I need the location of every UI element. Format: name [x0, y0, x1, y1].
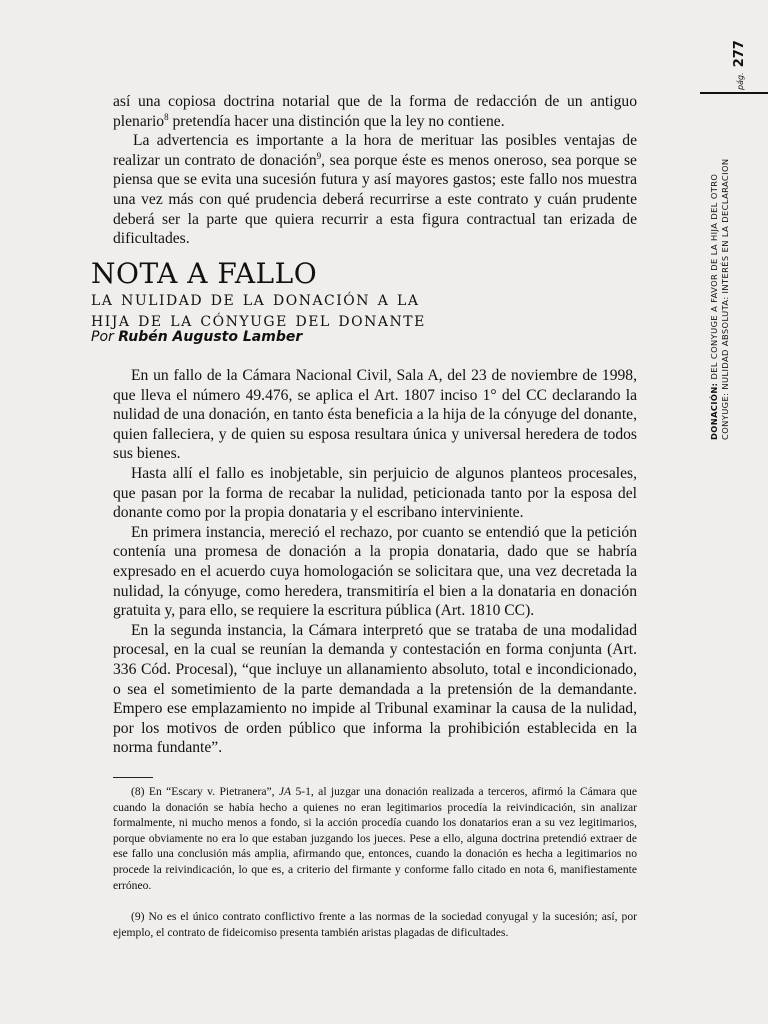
running-header-line1: DEL CONYUGE A FAVOR DE LA HIJA DEL OTRO: [709, 173, 719, 383]
running-header-line2: CONYUGE: NULIDAD ABSOLUTA: INTERÉS EN LA DECLARACION: [719, 158, 730, 440]
body-paragraph-2: Hasta allí el fallo es inobjetable, sin perjuicio de algunos planteos procesales, que pasan por la forma de recabar la nulidad, peticionada tanto por la esposa del donante como por la propia donataria y el escribano interviniente.: [113, 464, 637, 522]
side-rule: [700, 92, 768, 94]
article-body: [113, 366, 637, 758]
author-name: Rubén Augusto Lamber: [118, 329, 303, 345]
footnote-rule: [113, 777, 153, 778]
footnote-ref-9: 9: [316, 150, 322, 161]
intro-text: [113, 92, 637, 249]
page-number: 277: [732, 40, 747, 68]
byline-prefix: Por: [91, 329, 119, 345]
body-paragraph-3: En primera instancia, mereció el rechazo, por cuanto se entendió que la petición contenía una promesa de donación a la propia donataria, dado que se habría expresado en el acuerdo cuya homologación se solicitara que, una vez decretada la nulidad, la cónyuge, como heredera, transmitiría el bien a la donataria en donación gratuita y, para ello, se requiere la escritura pública (Art. 1810 CC).: [113, 523, 637, 620]
footnote-ref-8: 8: [164, 111, 169, 122]
footnote-8: [113, 784, 637, 893]
running-header: [709, 120, 751, 440]
footnote-8-ja: JA: [278, 785, 292, 798]
page-number-block: [728, 40, 758, 90]
intro-paragraph-2-end: , sea porque éste es menos oneroso, sea porque se piensa que se evita una sucesión futura y así mayores gastos; este fallo nos muestra una vez más con qué prudencia deberá recurrirse a este contrato y cuán prudente deberá ser la parte que quiera recurrir a esta figura contractual tan erizada de dificultades.: [113, 151, 637, 248]
section-subtitle-2: hija de la cónyuge del donante: [91, 308, 426, 331]
body-paragraph-4: En la segunda instancia, la Cámara interpretó que se trataba de una modalidad procesal, en la cual se reunían la demanda y contestación en forma conjunta (Art. 336 Cód. Procesal), “que incluye un allanamiento absoluto, total e incondicionado, o sea el sometimiento de la parte demandada a la pretensión de la demandante. Empero ese emplazamiento no impide al Tribunal examinar la causa de la nulidad, por los motivos de orden público que informa la prohibición establecida en la norma fundante”.: [113, 621, 637, 757]
footnote-9: (9) No es el único contrato conflictivo frente a las normas de la sociedad conyugal y la sucesión; así, por ejemplo, el contrato de fideicomiso presenta también aristas plagadas de dificultades.: [113, 910, 637, 939]
intro-paragraph-2: La advertencia es importante a la hora de merituar las posibles ventajas de realizar un contrato de donación: [113, 132, 637, 169]
footnote-8-text: 5-1, al juzgar una donación realizada a terceros, afirmó la Cámara que cuando la donación se había hecho a quienes no eran legitimarios procedía la reivindicación, sin analizar formalmente, ni mucho menos a fondo, si la acción procedía cuando los donatarios eran a su vez legitimarios, porque obviamente no era lo que estaban juzgando los jueces. Pese a ello, alguna doctrina pretendió extraer de ese fallo una conclusión más amplia, afirmando que, entonces, cuando la donación es hecha a legitimarios no procede la reivindicación, lo que es, a criterio del firmante y conforme fallo citado en nota 6, manifiestamente erróneo.: [113, 785, 637, 892]
footnote-8-start: (8) En “Escary v. Pietranera”,: [131, 785, 279, 798]
body-paragraph-1: En un fallo de la Cámara Nacional Civil, Sala A, del 23 de noviembre de 1998, que lleva el número 49.476, se aplica el Art. 1807 inciso 1° del CC declarando la nulidad de una donación, en tanto ésta beneficia a la hija de la cónyuge del donante, quien falleciera, y de quien su esposa resultara única y universal heredera de todos sus bienes.: [113, 367, 637, 463]
section-subtitle-1: la nulidad de la donación a la: [91, 287, 420, 310]
intro-paragraph-1-end: pretendía hacer una distinción que la ley no contiene.: [168, 112, 505, 130]
page-label: pág.: [736, 72, 745, 90]
intro-paragraph-1: así una copiosa doctrina notarial que de la forma de redacción de un antiguo plenario: [113, 93, 637, 130]
section-title: NOTA A FALLO: [91, 257, 318, 290]
author-byline: [91, 329, 302, 345]
running-header-label: DONACIÓN:: [709, 382, 719, 440]
